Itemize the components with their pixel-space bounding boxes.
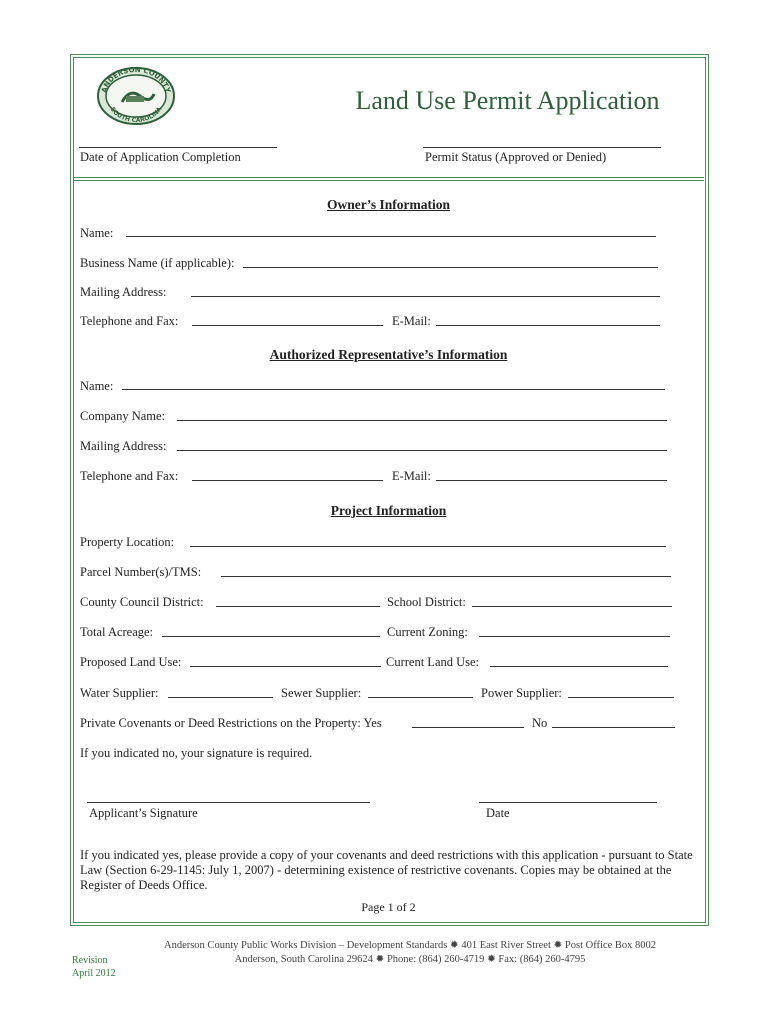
owner-business-label: Business Name (if applicable):: [80, 256, 235, 270]
covenants-yes-field[interactable]: [412, 727, 524, 728]
svg-text:ANDERSON COUNTY: ANDERSON COUNTY: [100, 66, 172, 94]
page-title: Land Use Permit Application: [355, 86, 660, 115]
council-district-field[interactable]: [216, 606, 380, 607]
water-supplier-field[interactable]: [168, 697, 273, 698]
current-use-label: Current Land Use:: [386, 655, 480, 669]
rep-name-field[interactable]: [122, 389, 665, 390]
signature-date-label: Date: [486, 806, 510, 820]
project-heading: Project Information: [330, 503, 447, 518]
sewer-supplier-label: Sewer Supplier:: [281, 686, 362, 700]
rep-heading: Authorized Representative’s Information: [269, 347, 508, 362]
current-zoning-field[interactable]: [479, 636, 670, 637]
rep-email-label: E-Mail:: [392, 469, 431, 483]
date-completion-label: Date of Application Completion: [80, 150, 241, 164]
rep-phone-field[interactable]: [192, 480, 383, 481]
current-zoning-label: Current Zoning:: [387, 625, 468, 639]
revision-date: April 2012: [72, 968, 116, 979]
page-number: Page 1 of 2: [361, 900, 416, 914]
date-completion-line[interactable]: [79, 147, 277, 148]
rep-email-field[interactable]: [436, 480, 667, 481]
footer-line-1: Anderson County Public Works Division – Development Standards ✹ 401 East River Street ✹ Post Office Box 8002: [163, 940, 657, 951]
water-supplier-label: Water Supplier:: [80, 686, 159, 700]
parcel-number-label: Parcel Number(s)/TMS:: [80, 565, 202, 579]
owner-heading: Owner’s Information: [326, 197, 451, 212]
school-district-label: School District:: [387, 595, 466, 609]
power-supplier-field[interactable]: [568, 697, 674, 698]
owner-name-label: Name:: [80, 226, 114, 240]
owner-phone-field[interactable]: [192, 325, 383, 326]
rep-mailing-field[interactable]: [177, 450, 667, 451]
signature-field[interactable]: [87, 802, 370, 803]
proposed-use-label: Proposed Land Use:: [80, 655, 182, 669]
rep-mailing-label: Mailing Address:: [80, 439, 167, 453]
indicated-no-text: If you indicated no, your signature is required.: [80, 746, 313, 760]
council-district-label: County Council District:: [80, 595, 204, 609]
header-divider-2: [73, 180, 704, 181]
county-seal-logo: [96, 66, 176, 126]
footer-line-2: Anderson, South Carolina 29624 ✹ Phone: (864) 260-4719 ✹ Fax: (864) 260-4795: [234, 954, 586, 965]
owner-email-label: E-Mail:: [392, 314, 431, 328]
covenants-no-label: No: [532, 716, 548, 730]
svg-text:SOUTH CAROLINA: SOUTH CAROLINA: [108, 105, 164, 125]
owner-mailing-label: Mailing Address:: [80, 285, 167, 299]
current-use-field[interactable]: [490, 666, 668, 667]
permit-status-line[interactable]: [423, 147, 661, 148]
property-location-label: Property Location:: [80, 535, 175, 549]
power-supplier-label: Power Supplier:: [481, 686, 562, 700]
signature-date-field[interactable]: [479, 802, 657, 803]
owner-phone-label: Telephone and Fax:: [80, 314, 179, 328]
school-district-field[interactable]: [472, 606, 672, 607]
covenants-no-field[interactable]: [552, 727, 675, 728]
owner-business-field[interactable]: [243, 267, 658, 268]
covenants-instructions: If you indicated yes, please provide a copy of your covenants and deed restrictions with this application - pursuant to State Law (Section 6-29-1145: July 1, 2007) - determining existence of restrictive covenants. Copies may be obtained at the Register of Deeds Office.: [80, 848, 693, 892]
rep-phone-label: Telephone and Fax:: [80, 469, 179, 483]
rep-company-field[interactable]: [177, 420, 667, 421]
proposed-use-field[interactable]: [190, 666, 381, 667]
owner-name-field[interactable]: [126, 236, 656, 237]
permit-status-label: Permit Status (Approved or Denied): [425, 150, 607, 164]
owner-email-field[interactable]: [436, 325, 660, 326]
inner-border: [73, 57, 706, 923]
sewer-supplier-field[interactable]: [368, 697, 473, 698]
rep-name-label: Name:: [80, 379, 114, 393]
revision-label: Revision: [72, 955, 108, 966]
total-acreage-label: Total Acreage:: [80, 625, 154, 639]
signature-label: Applicant’s Signature: [89, 806, 198, 820]
covenants-yes-label: Private Covenants or Deed Restrictions on the Property: Yes: [80, 716, 382, 730]
rep-company-label: Company Name:: [80, 409, 166, 423]
header-divider: [73, 177, 704, 178]
owner-mailing-field[interactable]: [191, 296, 660, 297]
property-location-field[interactable]: [190, 546, 666, 547]
total-acreage-field[interactable]: [162, 636, 380, 637]
parcel-number-field[interactable]: [221, 576, 671, 577]
